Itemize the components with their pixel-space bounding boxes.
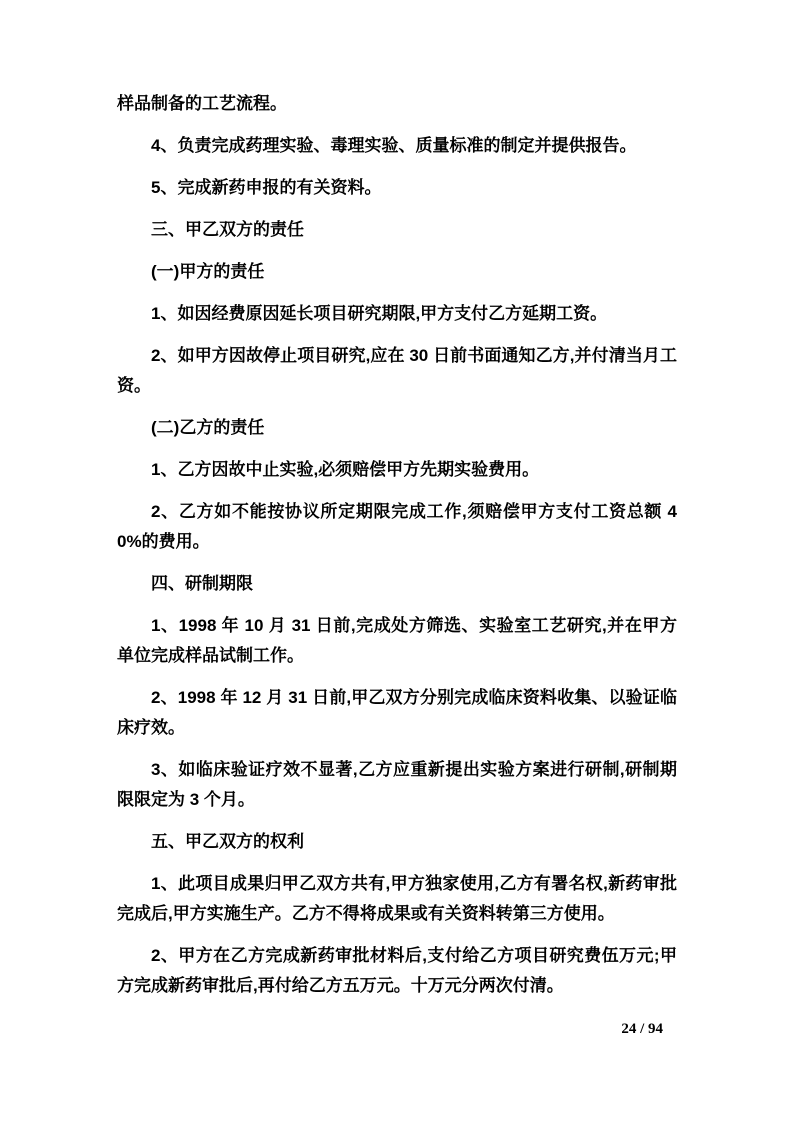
- heading-section-three-responsibilities: 三、甲乙双方的责任: [151, 220, 304, 239]
- document-body: [117, 89, 677, 1013]
- heading-section-five-rights: 五、甲乙双方的权利: [151, 832, 304, 851]
- rights-item-2: 2、甲方在乙方完成新药审批材料后,支付给乙方项目研究费伍万元;甲方完成新药审批后,再付给乙方五万元。十万元分两次付清。: [117, 946, 677, 995]
- list-item-4-pharmacology-tests: 4、负责完成药理实验、毒理实验、质量标准的制定并提供报告。: [151, 136, 637, 155]
- list-item-5-new-drug-filing: 5、完成新药申报的有关资料。: [151, 178, 382, 197]
- party-a-responsibility-item-2: 2、如甲方因故停止项目研究,应在 30 日前书面通知乙方,并付清当月工资。: [117, 346, 677, 395]
- paragraph-continuation-sample-process: 样品制备的工艺流程。: [117, 94, 287, 113]
- development-period-item-1: 1、1998 年 10 月 31 日前,完成处方筛选、实验室工艺研究,并在甲方单位完成样品试制工作。: [117, 616, 677, 665]
- page-number: 24 / 94: [621, 1021, 663, 1037]
- rights-item-1: 1、此项目成果归甲乙双方共有,甲方独家使用,乙方有署名权,新药审批完成后,甲方实施生产。乙方不得将成果或有关资料转第三方使用。: [117, 874, 677, 923]
- party-a-responsibility-item-1: 1、如因经费原因延长项目研究期限,甲方支付乙方延期工资。: [151, 304, 608, 323]
- party-b-responsibility-item-2: 2、乙方如不能按协议所定期限完成工作,须赔偿甲方支付工资总额 40%的费用。: [117, 502, 677, 551]
- subheading-party-b-responsibilities: (二)乙方的责任: [151, 418, 265, 437]
- heading-section-four-development-period: 四、研制期限: [151, 574, 253, 593]
- party-b-responsibility-item-1: 1、乙方因故中止实验,必须赔偿甲方先期实验费用。: [151, 460, 540, 479]
- development-period-item-3: 3、如临床验证疗效不显著,乙方应重新提出实验方案进行研制,研制期限限定为 3 个月。: [117, 760, 677, 809]
- development-period-item-2: 2、1998 年 12 月 31 日前,甲乙双方分别完成临床资料收集、以验证临床疗效。: [117, 688, 677, 737]
- subheading-party-a-responsibilities: (一)甲方的责任: [151, 262, 265, 281]
